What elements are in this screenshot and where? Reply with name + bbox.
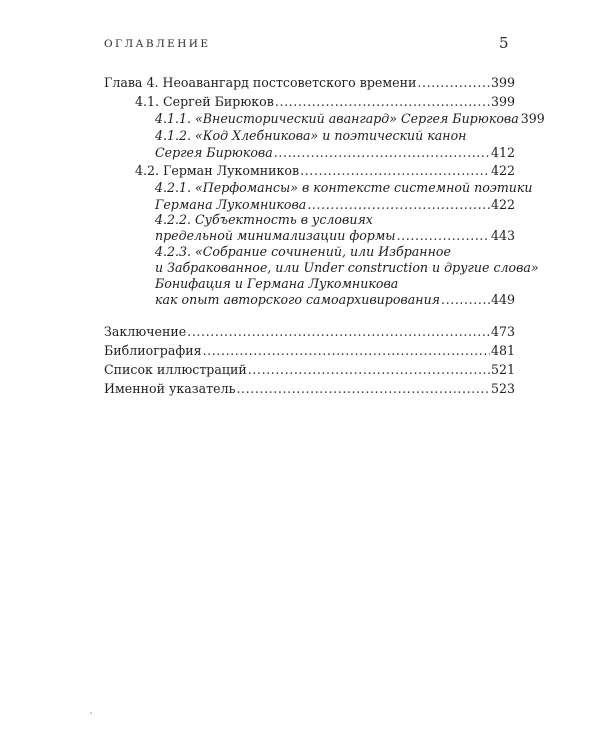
toc-entry-page: 449 [490,292,515,307]
toc-entry-title: Заключение [104,324,187,339]
toc-entry-4-1-1 [155,111,545,128]
toc-entry-page: 399 [490,94,515,109]
toc-entry-4-1 [135,94,515,111]
leader-dots [187,324,490,341]
toc-entry-page: 473 [490,324,515,339]
paper-speck [90,712,92,714]
leader-dots [441,292,490,309]
leader-dots [417,75,490,92]
toc-entry-4-2-2-line1: 4.2.2. Субъектность в условиях [155,212,373,227]
toc-entry-number: 4.1.1. [155,111,192,126]
leader-dots [300,163,490,180]
toc-entry-title: 4.2. Герман Лукомников [135,163,300,178]
leader-dots [397,228,490,245]
toc-entry-page: 481 [490,343,515,358]
toc-entry-page: 443 [490,228,515,243]
leader-dots [236,381,490,398]
toc-entry-title: Список иллюстраций [104,362,247,377]
toc-entry-4-2-1-line1: 4.2.1. «Перфомансы» в контексте системной поэтики [155,180,533,195]
leader-dots [248,362,490,379]
toc-entry-title: Сергея Бирюкова [155,145,273,160]
toc-entry-page: 399 [520,111,545,126]
toc-entry-title [155,111,519,128]
toc-entry-page: 422 [490,163,515,178]
leader-dots [275,94,490,111]
toc-entry-4-2-3-line2: и Забракованное, или Under construction и другие слова» [155,260,539,275]
toc-entry-page: 412 [490,145,515,160]
toc-entry-page: 422 [490,197,515,212]
toc-entry-conclusion [104,324,515,341]
page-number: 5 [499,34,509,52]
toc-entry-title: предельной минимализации формы [155,228,396,243]
running-header: ОГЛАВЛЕНИЕ [104,38,211,50]
toc-entry-title: как опыт авторского самоархивирования [155,292,441,307]
toc-entry-illustrations [104,362,515,379]
toc-entry-title: Библиография [104,343,202,358]
toc-entry-4-2-3 [155,292,515,309]
toc-entry-page: 399 [490,75,515,90]
toc-entry-text: «Внеисторический авангард» Сергея Бирюкова [195,111,519,126]
toc-entry-title: Именной указатель [104,381,236,396]
toc-entry-page: 521 [490,362,515,377]
toc-entry-title: 4.1. Сергей Бирюков [135,94,274,109]
toc-entry-chapter-4 [104,75,515,92]
toc-entry-4-1-2-line1: 4.1.2. «Код Хлебникова» и поэтический канон [155,128,467,143]
toc-entry-index [104,381,515,398]
toc-entry-4-2-3-line1: 4.2.3. «Собрание сочинений, или Избранное [155,244,451,259]
toc-entry-4-2-2 [155,228,515,245]
leader-dots [203,343,490,360]
toc-entry-page: 523 [490,381,515,396]
toc-entry-4-1-2 [155,145,515,162]
toc-entry-title: Германа Лукомникова [155,197,307,212]
toc-entry-title: Глава 4. Неоавангард постсоветского времени [104,75,417,90]
leader-dots [274,145,490,162]
toc-entry-4-2 [135,163,515,180]
toc-entry-4-2-3-line3: Бонифация и Германа Лукомникова [155,276,399,291]
toc-entry-bibliography [104,343,515,360]
